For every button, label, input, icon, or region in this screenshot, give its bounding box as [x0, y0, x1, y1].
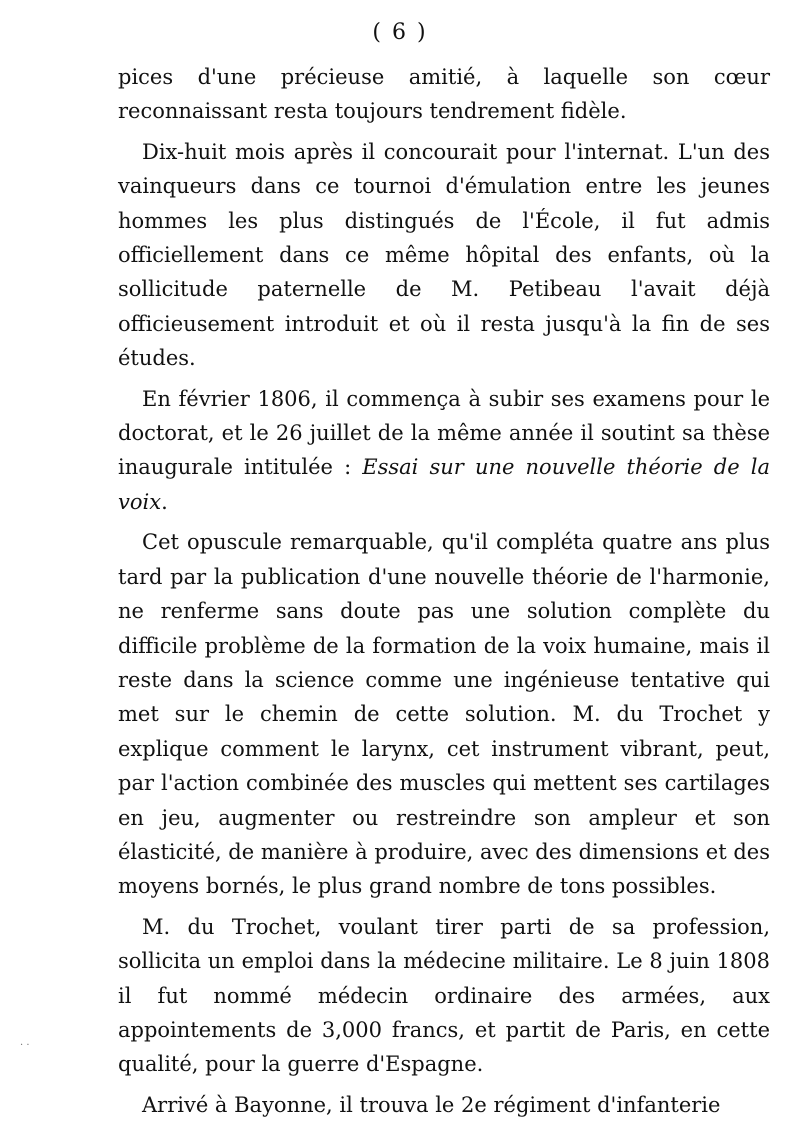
thesis-title: Essai sur une nouvelle théorie de la voix [118, 455, 770, 514]
paragraph-4: Cet opuscule remarquable, qu'il compléta quatre ans plus tard par la publication d'une nouvelle théorie de l'harmonie, ne renferme sans doute pas une solution complète du difficile problème de la formation de la voix humaine, mais il reste dans la science comme une ingénieuse tentative qui met sur le chemin de cette solution. M. du Trochet y explique comment le larynx, cet instrument vibrant, peut, par l'action combinée des muscles qui mettent ses cartilages en jeu, augmenter ou restreindre son ampleur et son élasticité, de manière à produire, avec des dimensions et des moyens bornés, le plus grand nombre de tons possibles. [118, 530, 770, 899]
paragraph-6: Arrivé à Bayonne, il trouva le 2e régiment d'infanterie [142, 1092, 721, 1117]
paragraph-1: pices d'une précieuse amitié, à laquelle son cœur reconnaissant resta toujours tendrement fidèle. [118, 65, 770, 124]
paragraph-2: Dix-huit mois après il concourait pour l'internat. L'un des vainqueurs dans ce tournoi d'émulation entre les jeunes hommes les plus distingués de l'École, il fut admis officiellement dans ce même hôpital des enfants, où la sollicitude paternelle de M. Petibeau l'avait déjà officieusement introduit et où il resta jusqu'à la fin de ses études. [118, 139, 770, 371]
page-number: ( 6 ) [372, 20, 428, 45]
body-text [118, 60, 770, 1128]
paragraph-5: M. du Trochet, voulant tirer parti de sa profession, sollicita un emploi dans la médecine militaire. Le 8 juin 1808 il fut nommé médecin ordinaire des armées, aux appointements de 3,000 francs, et partit de Paris, en cette qualité, pour la guerre d'Espagne. [118, 914, 770, 1077]
paragraph-3-text: En février 1806, il commença à subir ses examens pour le doctorat, et le 26 juillet de la même année il soutint sa thèse inaugurale intitulée : [118, 386, 770, 480]
paragraph-3 [118, 382, 770, 520]
paragraph-3-end: . [161, 489, 168, 514]
page-speck: · · [20, 1040, 30, 1051]
